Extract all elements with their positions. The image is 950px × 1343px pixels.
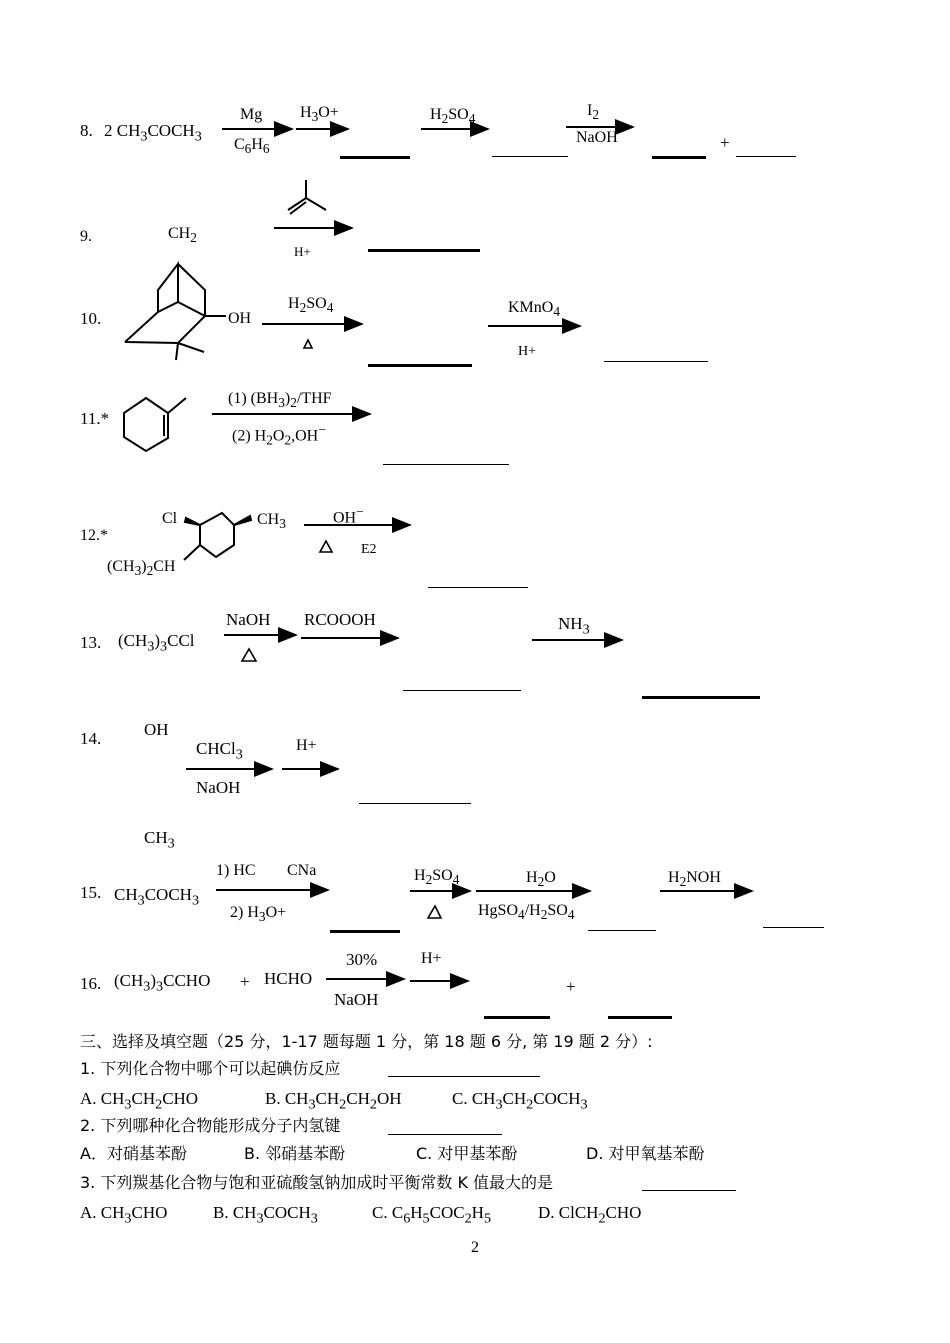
answer-blank[interactable] [359, 803, 471, 804]
reagent: 30% [346, 950, 378, 969]
bicyclic-structure [125, 264, 226, 360]
answer-blank[interactable] [642, 696, 760, 699]
page-number: 2 [471, 1239, 479, 1256]
option-c[interactable]: C. 对甲基苯酚 [416, 1144, 518, 1163]
reagent: 2) $H_3O+$ [230, 904, 287, 925]
methyl-label: $CH_3$ [257, 511, 286, 532]
reagent: $H_2NOH$ [668, 869, 721, 890]
reagent: NaOH [226, 610, 271, 629]
option-b[interactable]: B. $CH_3COCH_3$ [213, 1203, 318, 1227]
reagent: Mg [240, 106, 263, 123]
reagent: NaOH [576, 129, 618, 146]
mechanism-label: E2 [361, 542, 377, 557]
option-c[interactable]: C. $CH_3CH_2COCH_3$ [452, 1089, 588, 1113]
option-a[interactable]: A. $CH_3CH_2CHO$ [80, 1089, 199, 1113]
plus: + [720, 133, 730, 152]
reagent: H+ [518, 344, 537, 359]
reagent: $HgSO_4/H_2SO_4$ [478, 902, 575, 923]
wedge-bond [185, 518, 200, 525]
reagent: $H_3O+$ [300, 104, 339, 125]
hydroxyl-label: OH [228, 310, 252, 327]
structure-label: $CH_2$ [168, 225, 197, 246]
section-heading: 三、选择及填空题（25 分，1-17 题每题 1 分，第 18 题 6 分, 第 19 题 2 分）: [80, 1032, 653, 1051]
plus: + [566, 977, 576, 996]
heat-triangle-icon [320, 541, 332, 552]
question-text: 1. 下列化合物中哪个可以起碘仿反应 [80, 1059, 341, 1078]
option-a[interactable]: A. $CH_3CHO$ [80, 1203, 168, 1227]
heat-triangle-icon [428, 906, 441, 918]
question-number: 13. [80, 633, 102, 652]
answer-blank[interactable] [484, 1016, 550, 1019]
question-text: 3. 下列羰基化合物与饱和亚硫酸氢钠加成时平衡常数 K 值最大的是 [80, 1173, 554, 1192]
question-number: 8. [80, 121, 93, 140]
cyclohexene-structure [124, 398, 186, 451]
reagent: $NH_3$ [558, 614, 590, 638]
answer-blank[interactable] [736, 156, 796, 157]
reagent: (1) $(BH_3)_2$/THF [228, 390, 332, 411]
answer-blank[interactable] [368, 249, 480, 252]
reagent: H+ [296, 737, 317, 754]
reactant: $(CH_3)_3CCl$ [118, 631, 195, 655]
answer-blank[interactable] [383, 464, 509, 465]
isobutylene-structure [288, 180, 326, 214]
answer-blank[interactable] [642, 1190, 736, 1191]
reagent: NaOH [196, 778, 241, 797]
answer-blank[interactable] [588, 930, 656, 931]
question-number: 16. [80, 974, 102, 993]
option-d[interactable]: D. 对甲氧基苯酚 [586, 1144, 705, 1163]
question-number: 14. [80, 729, 102, 748]
option-d[interactable]: D. ClCH$_2$CHO [538, 1203, 642, 1227]
reagent: CHCl$_3$ [196, 739, 243, 763]
answer-blank[interactable] [492, 156, 568, 157]
reagent: $H_2SO_4$ [414, 867, 460, 888]
reagent: H+ [294, 244, 311, 259]
answer-blank[interactable] [608, 1016, 672, 1019]
question-number: 12.* [80, 527, 108, 544]
reagent: 1) HC [216, 862, 256, 879]
option-c[interactable]: C. $C_6H_5COC_2H_5$ [372, 1203, 492, 1227]
option-b[interactable]: B. 邻硝基苯酚 [244, 1144, 346, 1163]
chloro-label: Cl [162, 510, 178, 527]
reagent: $H_2O$ [526, 869, 556, 890]
reactant: 2 $CH_3COCH_3$ [104, 121, 202, 145]
reagent: $C_6H_6$ [234, 136, 270, 157]
reagent: $I_2$ [587, 102, 599, 123]
isopropyl-label: $(CH_3)_2CH$ [107, 558, 176, 579]
answer-blank[interactable] [368, 364, 472, 367]
option-a[interactable]: A．对硝基苯酚 [80, 1144, 187, 1163]
reactant: HCHO [264, 969, 313, 988]
heat-triangle-icon [242, 649, 256, 661]
reactant: $(CH_3)_3CCHO$ [114, 971, 211, 995]
question-number: 10. [80, 309, 102, 328]
question-number: 9. [80, 228, 92, 245]
answer-blank[interactable] [330, 930, 400, 933]
option-b[interactable]: B. $CH_3CH_2CH_2OH$ [265, 1089, 402, 1113]
heat-triangle-icon [304, 340, 312, 348]
answer-blank[interactable] [604, 361, 708, 362]
answer-blank[interactable] [652, 156, 706, 159]
question-number: 11.* [80, 409, 110, 428]
reagent: RCOOOH [304, 610, 376, 629]
reactant: $CH_3COCH_3$ [114, 885, 200, 909]
answer-blank[interactable] [763, 927, 824, 928]
hydroxyl-label: OH [144, 720, 169, 739]
answer-blank[interactable] [340, 156, 410, 159]
reagent: OH− [333, 504, 364, 527]
wedge-bond [234, 516, 251, 525]
reagent: $H_2SO_4$ [288, 295, 334, 316]
answer-blank[interactable] [388, 1134, 502, 1135]
answer-blank[interactable] [403, 690, 521, 691]
question-number: 15. [80, 883, 102, 902]
reagent: H+ [421, 950, 442, 967]
reagent: (2) $H_2O_2,OH^-$ [232, 422, 326, 448]
question-text: 2. 下列哪种化合物能形成分子内氢键 [80, 1116, 341, 1135]
answer-blank[interactable] [428, 587, 528, 588]
answer-blank[interactable] [388, 1076, 540, 1077]
reagent: KMnO$_4$ [508, 299, 561, 320]
reagent: CNa [287, 862, 317, 879]
reagent: $H_2SO_4$ [430, 106, 476, 127]
plus: + [240, 972, 250, 991]
methyl-label: $CH_3$ [144, 828, 175, 852]
reagent: NaOH [334, 990, 379, 1009]
